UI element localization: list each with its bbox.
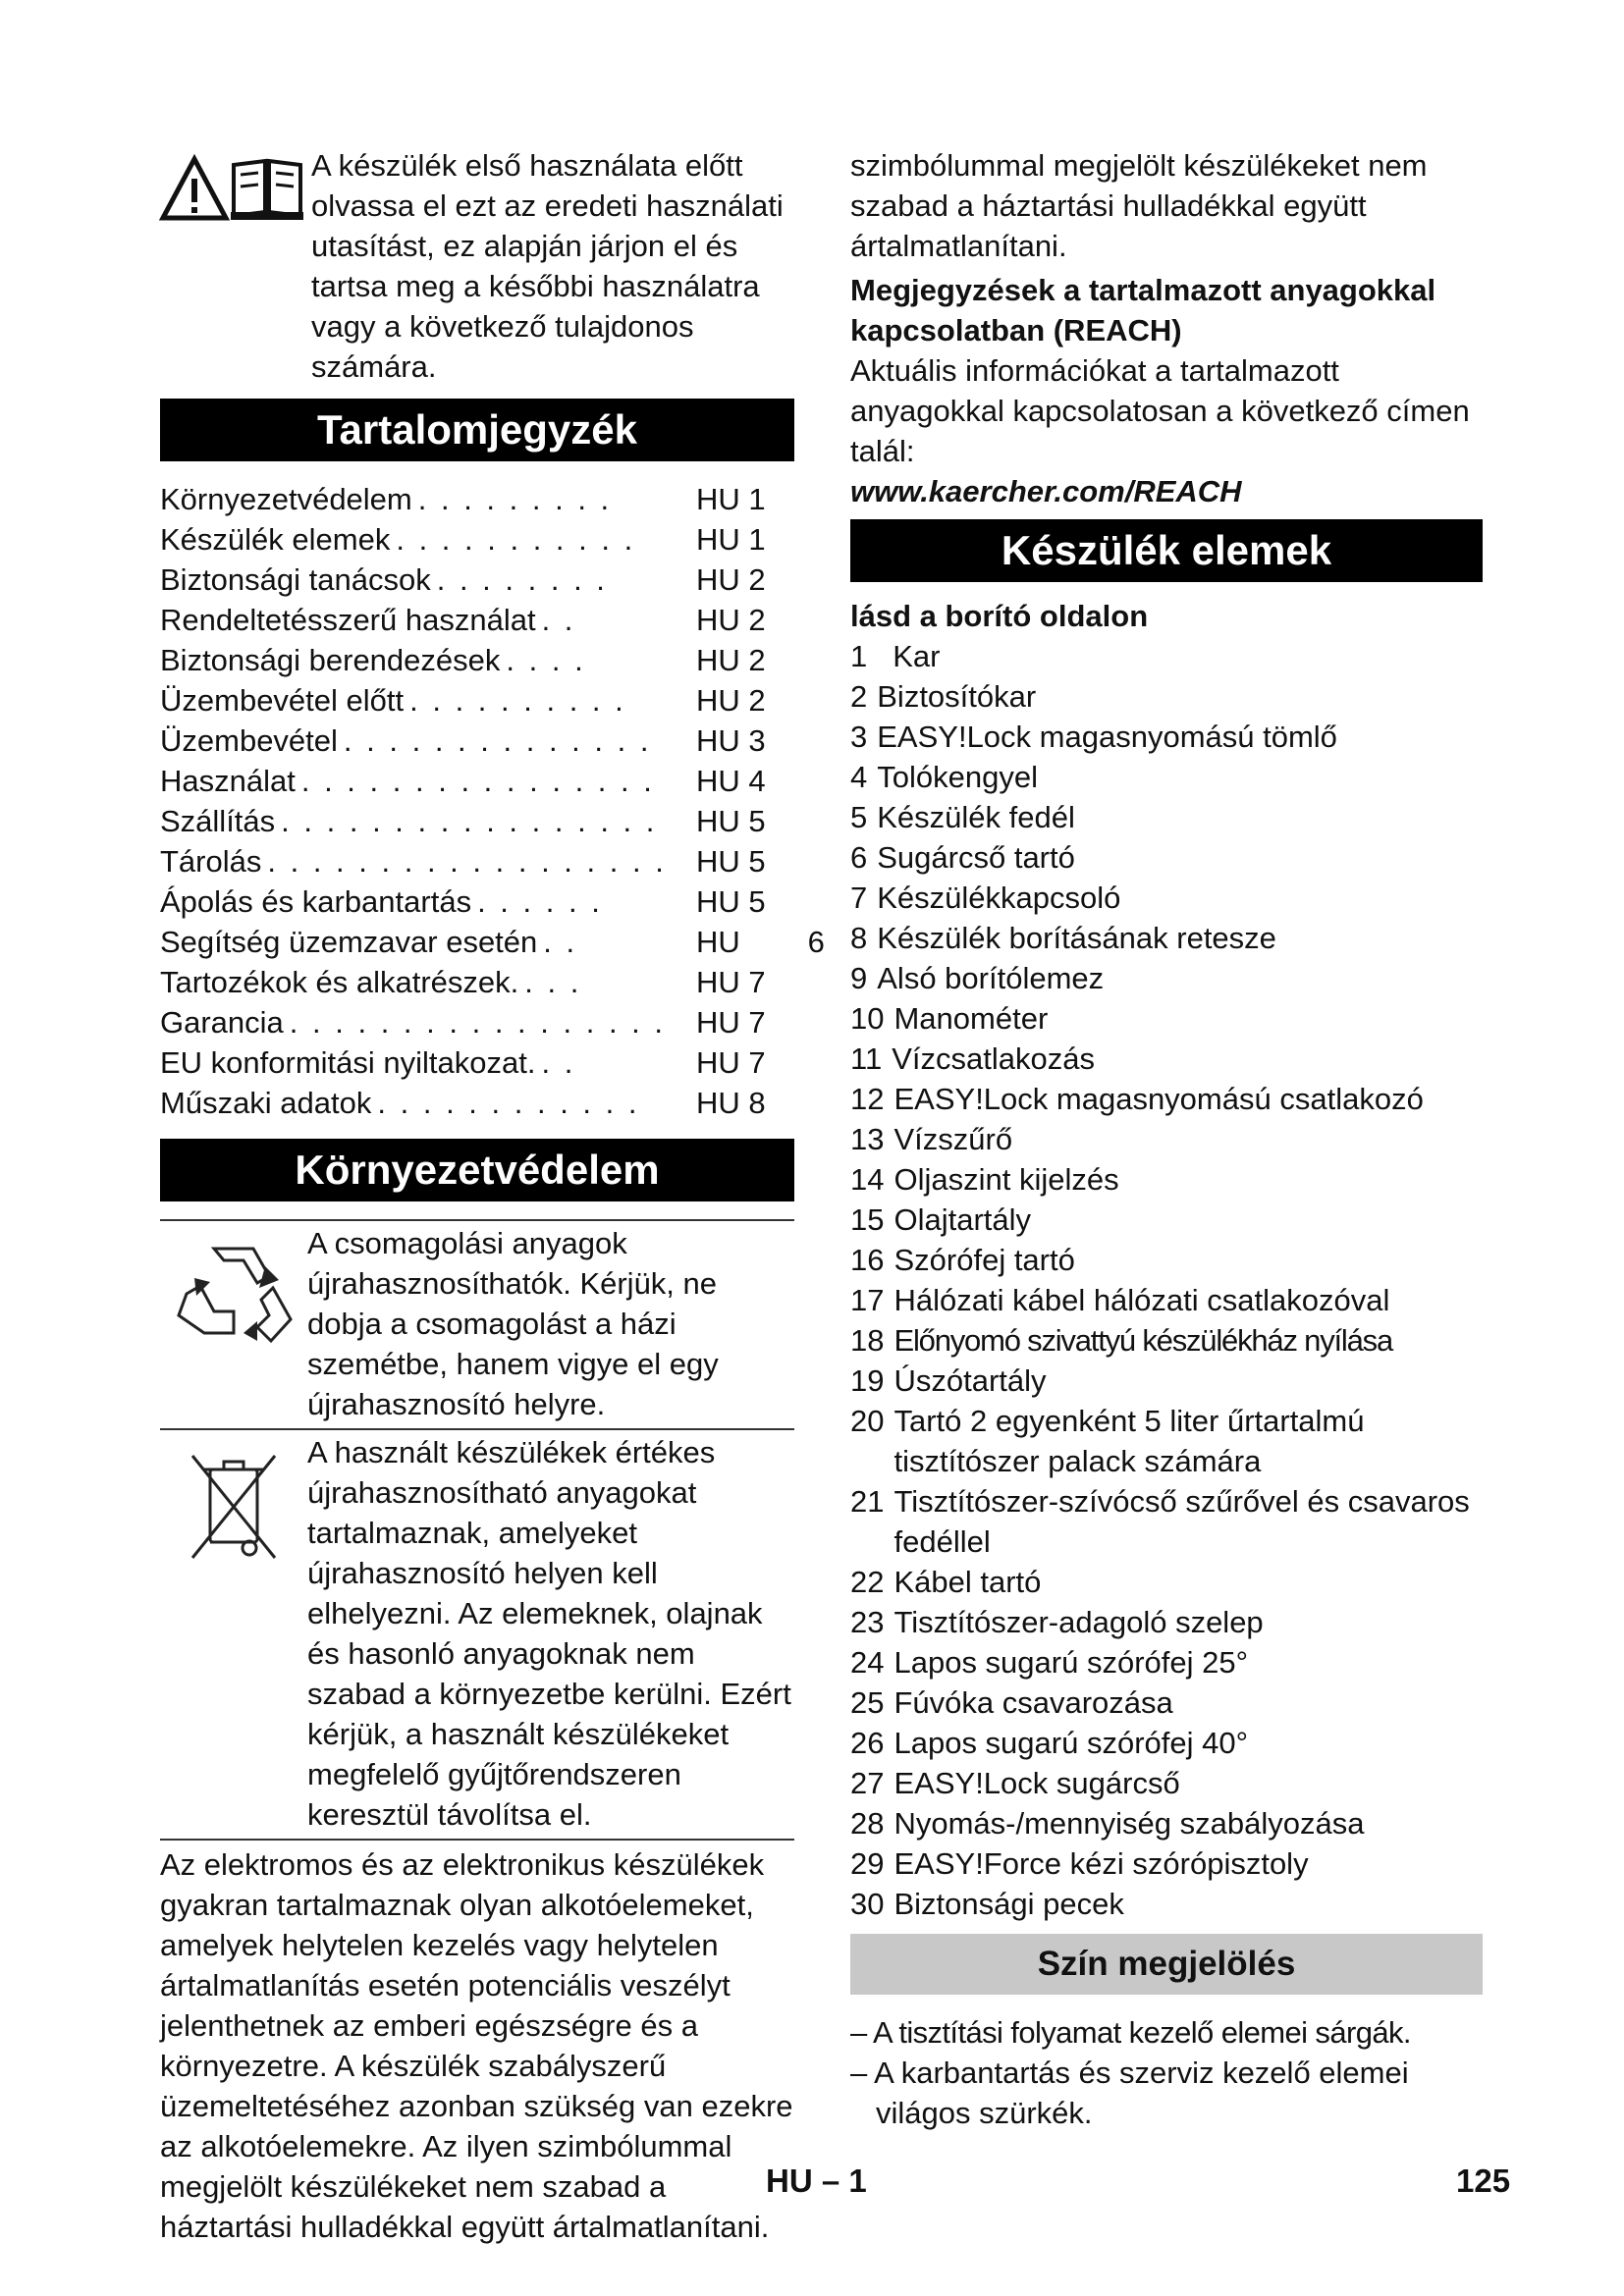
- intro-icons: [160, 155, 311, 226]
- parts-list-item: [850, 1562, 1483, 1602]
- parts-list-item: [850, 1481, 1483, 1562]
- reach-link[interactable]: www.kaercher.com/REACH: [850, 474, 1242, 508]
- toc-item[interactable]: Műszaki adatok . . . . . . . . . . . . HU 8: [160, 1086, 766, 1120]
- part-label: Sugárcső tartó: [877, 840, 1075, 875]
- toc-item[interactable]: Készülék elemek . . . . . . . . . . . HU 1: [160, 522, 766, 557]
- toc-item[interactable]: Segítség üzemzavar esetén . . HU 6: [160, 925, 825, 959]
- parts-list-item: [850, 1320, 1483, 1361]
- part-label: Fúvóka csavarozása: [893, 1685, 1173, 1720]
- reach-heading: Megjegyzések a tartalmazott anyagokkal kapcsolatban (REACH): [850, 273, 1436, 347]
- parts-list-item: [850, 878, 1483, 918]
- part-number: 16: [850, 1243, 885, 1277]
- part-label: Nyomás-/mennyiség szabályozása: [893, 1806, 1365, 1841]
- part-number: 18: [850, 1323, 885, 1358]
- parts-list-item: [850, 1723, 1483, 1763]
- part-label: Szórófej tartó: [893, 1243, 1075, 1277]
- part-label: EASY!Lock sugárcső: [893, 1766, 1180, 1800]
- parts-list-item: [850, 918, 1483, 958]
- environment-title: Környezetvédelem: [160, 1139, 794, 1201]
- parts-list-item: [850, 1602, 1483, 1642]
- part-number: 27: [850, 1766, 885, 1800]
- toc-item[interactable]: EU konformitási nyiltakozat. . . HU 7: [160, 1045, 766, 1080]
- parts-list-item: [850, 1401, 1483, 1481]
- electronic-text: Az elektromos és az elektronikus készülékek gyakran tartalmaznak olyan alkotóelemeket, amelyek helytelen kezelés vagy helytelen ártalmatlanítás esetén potenciális veszélyt jelenthetnek az emberi egészségre és a környezetre. A készülék szabályszerű üzemeltetéséhez azonban szükség van ezekre az alkotóelemekre. Az ilyen szimbólummal megjelölt készülékeket nem szabad a háztartási hulladékkal együtt ártalmatlanítani.: [160, 1847, 793, 2244]
- parts-list-item: [850, 1079, 1483, 1119]
- part-number: 25: [850, 1685, 885, 1720]
- part-label: Biztosítókar: [877, 679, 1037, 714]
- part-label: Vízszűrő: [893, 1122, 1013, 1156]
- recycle-icon: [175, 1239, 293, 1347]
- toc-item[interactable]: Rendeltetésszerű használat . . HU 2: [160, 603, 766, 637]
- part-number: 9: [850, 961, 868, 995]
- part-label: Előnyomó szivattyú készülékház nyílása: [893, 1323, 1392, 1358]
- toc-list: [160, 479, 825, 1123]
- part-number: 20: [850, 1404, 885, 1438]
- parts-list-item: [850, 1843, 1483, 1884]
- part-label: EASY!Lock magasnyomású csatlakozó: [893, 1082, 1424, 1116]
- parts-list-item: [850, 1803, 1483, 1843]
- part-label: Készülék fedél: [877, 800, 1075, 834]
- parts-list: [850, 636, 1483, 1924]
- part-number: 11: [850, 1041, 883, 1076]
- part-label: Készülékkapcsoló: [877, 881, 1121, 915]
- part-number: 1: [850, 639, 868, 673]
- part-label: Vízcsatlakozás: [892, 1041, 1095, 1076]
- parts-list-item: [850, 958, 1483, 998]
- part-label: Tisztítószer-adagoló szelep: [893, 1605, 1264, 1639]
- parts-list-item: [850, 1280, 1483, 1320]
- parts-list-item: [850, 636, 1483, 676]
- reach-text: Aktuális információkat a tartalmazott anyagokkal kapcsolatosan a következő címen talál:: [850, 353, 1470, 468]
- toc-item[interactable]: Üzembevétel előtt . . . . . . . . . . HU 2: [160, 683, 766, 718]
- part-label: Tisztítószer-szívócső szűrővel és csavaros fedéllel: [893, 1484, 1470, 1559]
- recycle-text: A csomagolási anyagok újrahasznosíthatók. Kérjük, ne dobja a csomagolást a házi szemétbe, hanem vigye el egy újrahasznosító helyre.: [307, 1226, 719, 1421]
- toc-item[interactable]: Biztonsági tanácsok . . . . . . . . HU 2: [160, 562, 766, 597]
- part-number: 4: [850, 760, 868, 794]
- part-number: 29: [850, 1846, 885, 1881]
- electronic-text-continued: szimbólummal megjelölt készülékeket nem szabad a háztartási hulladékkal együtt ártalmatlanítani.: [850, 148, 1428, 263]
- part-label: Hálózati kábel hálózati csatlakozóval: [893, 1283, 1390, 1317]
- toc-item[interactable]: Használat . . . . . . . . . . . . . . . . HU 4: [160, 764, 766, 798]
- parts-list-item: [850, 797, 1483, 837]
- toc-item[interactable]: Környezetvédelem . . . . . . . . . HU 1: [160, 482, 766, 516]
- part-label: Olajtartály: [893, 1202, 1032, 1237]
- part-label: EASY!Lock magasnyomású tömlő: [877, 720, 1337, 754]
- toc-title: Tartalomjegyzék: [160, 399, 794, 461]
- colors-item: – A tisztítási folyamat kezelő elemei sárgák.: [850, 2015, 1411, 2050]
- part-label: Biztonsági pecek: [893, 1887, 1124, 1921]
- parts-list-item: [850, 1039, 1483, 1079]
- parts-list-item: [850, 1119, 1483, 1159]
- parts-list-item: [850, 837, 1483, 878]
- parts-list-item: [850, 1200, 1483, 1240]
- parts-list-item: [850, 1763, 1483, 1803]
- part-label: Lapos sugarú szórófej 40°: [893, 1726, 1248, 1760]
- toc-item[interactable]: Szállítás . . . . . . . . . . . . . . . . . HU 5: [160, 804, 766, 838]
- part-label: Készülék borításának retesze: [877, 921, 1276, 955]
- part-number: 21: [850, 1484, 885, 1519]
- toc-item[interactable]: Garancia . . . . . . . . . . . . . . . . . HU 7: [160, 1005, 766, 1040]
- colors-item: – A karbantartás és szerviz kezelő elemei világos szürkék.: [850, 2056, 1409, 2130]
- recycle-block: [160, 1219, 794, 1428]
- part-number: 15: [850, 1202, 885, 1237]
- page-number: 125: [1456, 2163, 1511, 2199]
- part-label: Kar: [893, 639, 941, 673]
- toc-item[interactable]: Ápolás és karbantartás . . . . . . HU 5: [160, 884, 766, 919]
- toc-item[interactable]: Biztonsági berendezések . . . . HU 2: [160, 643, 766, 677]
- right-column: [850, 145, 1483, 2133]
- part-label: Tartó 2 egyenként 5 liter űrtartalmú tisztítószer palack számára: [893, 1404, 1365, 1478]
- part-number: 28: [850, 1806, 885, 1841]
- parts-list-item: [850, 676, 1483, 717]
- parts-list-item: [850, 1361, 1483, 1401]
- parts-list-item: [850, 998, 1483, 1039]
- left-column: [160, 145, 825, 2244]
- part-number: 13: [850, 1122, 885, 1156]
- footer-section: HU – 1: [766, 2163, 867, 2199]
- parts-list-item: [850, 1159, 1483, 1200]
- part-number: 12: [850, 1082, 885, 1116]
- parts-list-item: [850, 717, 1483, 757]
- part-number: 3: [850, 720, 868, 754]
- part-number: 8: [850, 921, 868, 955]
- parts-list-item: [850, 757, 1483, 797]
- part-number: 17: [850, 1283, 885, 1317]
- part-label: Manométer: [893, 1001, 1049, 1036]
- elements-subtitle: lásd a borító oldalon: [850, 599, 1149, 633]
- manual-book-icon: [229, 155, 305, 222]
- colors-title: Szín megjelölés: [850, 1934, 1483, 1995]
- part-label: Kábel tartó: [893, 1565, 1042, 1599]
- part-number: 23: [850, 1605, 885, 1639]
- parts-list-item: [850, 1240, 1483, 1280]
- crossed-bin-icon: [185, 1448, 283, 1566]
- part-number: 10: [850, 1001, 885, 1036]
- part-number: 2: [850, 679, 868, 714]
- part-label: Alsó borítólemez: [877, 961, 1105, 995]
- toc-item[interactable]: Tartozékok és alkatrészek. . . . HU 7: [160, 965, 766, 999]
- part-number: 19: [850, 1363, 885, 1398]
- part-number: 30: [850, 1887, 885, 1921]
- part-number: 6: [850, 840, 868, 875]
- parts-list-item: [850, 1642, 1483, 1682]
- colors-list: [850, 2012, 1483, 2133]
- part-label: Tolókengyel: [877, 760, 1038, 794]
- parts-list-item: [850, 1884, 1483, 1924]
- part-number: 5: [850, 800, 868, 834]
- part-number: 24: [850, 1645, 885, 1680]
- parts-list-item: [850, 1682, 1483, 1723]
- part-label: EASY!Force kézi szórópisztoly: [893, 1846, 1309, 1881]
- part-label: Oljaszint kijelzés: [893, 1162, 1119, 1197]
- part-number: 22: [850, 1565, 885, 1599]
- elements-title: Készülék elemek: [850, 519, 1483, 582]
- disposal-block: [160, 1428, 794, 1841]
- part-label: Úszótartály: [893, 1363, 1047, 1398]
- part-number: 14: [850, 1162, 885, 1197]
- toc-item[interactable]: Tárolás . . . . . . . . . . . . . . . . . . HU 5: [160, 844, 766, 879]
- warning-icon: [160, 155, 229, 222]
- disposal-text: A használt készülékek értékes újrahasznosítható anyagokat tartalmaznak, amelyeket újrahasznosító helyen kell elhelyezni. Az elemeknek, olajnak és hasonló anyagoknak nem szabad a környezetbe kerülni. Ezért kérjük, a használt készülékeket megfelelő gyűjtőrendszeren keresztül távolítsa el.: [307, 1435, 791, 1832]
- intro-text: A készülék első használata előtt olvassa el ezt az eredeti használati utasítást, ez alapján járjon el és tartsa meg a későbbi használatra vagy a következő tulajdonos számára.: [311, 148, 784, 384]
- part-number: 7: [850, 881, 868, 915]
- intro-block: [160, 145, 794, 387]
- part-number: 26: [850, 1726, 885, 1760]
- part-label: Lapos sugarú szórófej 25°: [893, 1645, 1248, 1680]
- toc-item[interactable]: Üzembevétel . . . . . . . . . . . . . . HU 3: [160, 723, 766, 758]
